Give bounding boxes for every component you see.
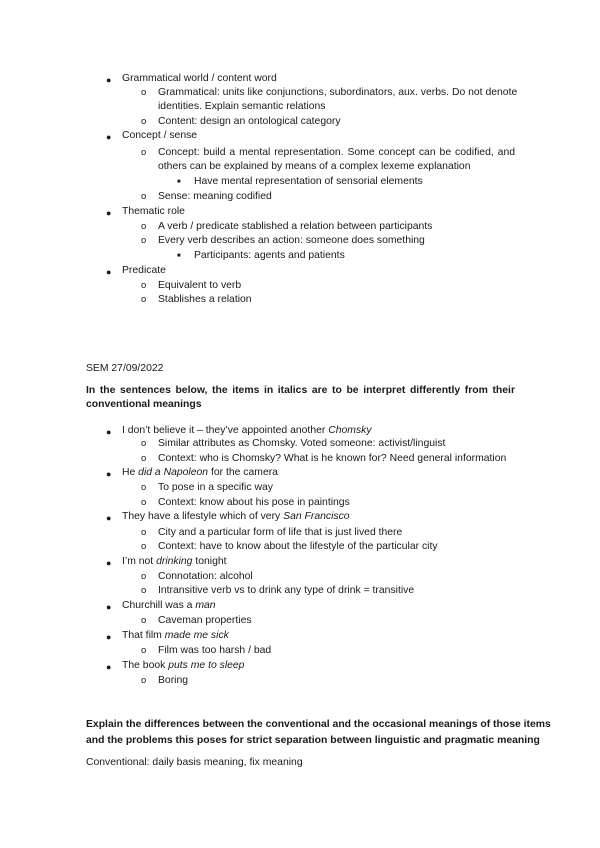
list-item: Intransitive verb vs to drink any type of drink = transitive: [158, 585, 415, 596]
sub-bullet-icon: o: [141, 87, 147, 98]
list-item: Concept / sense: [122, 130, 198, 141]
square-bullet-icon: ■: [177, 179, 181, 185]
sub-bullet-icon: o: [141, 527, 147, 538]
item-text: The book: [122, 660, 169, 671]
sub-bullet-icon: o: [141, 482, 147, 493]
bullet-icon: ●: [106, 132, 112, 142]
item-text: tonight: [192, 556, 227, 567]
list-item: A verb / predicate stablished a relation between participants: [158, 221, 433, 232]
list-item: Context: who is Chomsky? What is he known for? Need general information: [158, 453, 507, 464]
sub-bullet-icon: o: [141, 585, 147, 596]
list-item: Context: have to know about the lifestyle of the particular city: [158, 541, 438, 552]
list-item: [122, 555, 227, 569]
list-item: Caveman properties: [158, 615, 252, 626]
sub-bullet-icon: o: [141, 615, 147, 626]
bullet-icon: ●: [106, 208, 112, 218]
list-item: identities. Explain semantic relations: [158, 101, 326, 112]
italic-item: puts me to sleep: [168, 660, 245, 671]
italic-item: drinking: [156, 556, 193, 567]
item-text: I’m not: [122, 556, 157, 567]
section-date: SEM 27/09/2022: [86, 363, 164, 374]
list-item: To pose in a specific way: [158, 482, 273, 493]
bullet-icon: ●: [106, 267, 112, 277]
sub-bullet-icon: o: [141, 438, 147, 449]
list-item: Connotation: alcohol: [158, 571, 253, 582]
sub-bullet-icon: o: [141, 116, 147, 127]
list-item: Participants: agents and patients: [194, 250, 345, 261]
question-text: Explain the differences between the conventional and the occasional meanings of those items: [86, 719, 551, 730]
sub-bullet-icon: o: [141, 280, 147, 291]
list-item: Equivalent to verb: [158, 280, 242, 291]
bullet-icon: ●: [106, 469, 112, 479]
list-item: Concept: build a mental representation. Some concept can be codified, and: [158, 147, 515, 158]
sub-bullet-icon: o: [141, 645, 147, 656]
list-item: [122, 466, 278, 480]
sub-bullet-icon: o: [141, 147, 147, 158]
list-item: City and a particular form of life that is just lived there: [158, 527, 403, 538]
sub-bullet-icon: o: [141, 571, 147, 582]
list-item: Predicate: [122, 265, 166, 276]
instruction-text: In the sentences below, the items in italics are to be interpret differently from their: [86, 385, 515, 396]
italic-item: did a Napoleon: [138, 467, 209, 478]
sub-bullet-icon: o: [141, 221, 147, 232]
list-item: Every verb describes an action: someone does something: [158, 235, 425, 246]
italic-item: San Francisco: [283, 511, 350, 522]
item-text: Churchill was a: [122, 600, 196, 611]
item-text: He: [122, 467, 139, 478]
square-bullet-icon: ■: [177, 253, 181, 259]
bullet-icon: ●: [106, 513, 112, 523]
sub-bullet-icon: o: [141, 235, 147, 246]
bullet-icon: ●: [106, 662, 112, 672]
bullet-icon: ●: [106, 558, 112, 568]
instruction-text: conventional meanings: [86, 399, 202, 410]
list-item: [122, 510, 350, 524]
list-item: Film was too harsh / bad: [158, 645, 272, 656]
list-item: others can be explained by means of a complex lexeme explanation: [158, 161, 471, 172]
list-item: [122, 629, 229, 643]
list-item: [122, 599, 216, 613]
italic-item: made me sick: [164, 630, 229, 641]
item-text: for the camera: [208, 467, 278, 478]
list-item: Stablishes a relation: [158, 294, 252, 305]
item-text: That film: [122, 630, 165, 641]
list-item: Thematic role: [122, 206, 185, 217]
bullet-icon: ●: [106, 632, 112, 642]
sub-bullet-icon: o: [141, 675, 147, 686]
list-item: Have mental representation of sensorial elements: [194, 176, 423, 187]
list-item: Grammatical: units like conjunctions, subordinators, aux. verbs. Do not denote: [158, 87, 518, 98]
bullet-icon: ●: [106, 602, 112, 612]
sub-bullet-icon: o: [141, 497, 147, 508]
list-item: Content: design an ontological category: [158, 116, 341, 127]
list-item: Sense: meaning codified: [158, 191, 272, 202]
list-item: Similar attributes as Chomsky. Voted someone: activist/linguist: [158, 438, 446, 449]
bullet-icon: ●: [106, 75, 112, 85]
bullet-icon: ●: [106, 427, 112, 437]
sub-bullet-icon: o: [141, 294, 147, 305]
question-text: and the problems this poses for strict separation between linguistic and pragmatic meaning: [86, 735, 540, 746]
list-item: [122, 424, 372, 438]
sub-bullet-icon: o: [141, 453, 147, 464]
item-text: They have a lifestyle which of very: [122, 511, 284, 522]
italic-item: Chomsky: [328, 425, 372, 436]
item-text: I don’t believe it – they’ve appointed another: [122, 425, 329, 436]
italic-item: man: [195, 600, 216, 611]
list-item: Grammatical world / content word: [122, 73, 277, 84]
list-item: Context: know about his pose in paintings: [158, 497, 350, 508]
list-item: Boring: [158, 675, 189, 686]
sub-bullet-icon: o: [141, 541, 147, 552]
list-item: [122, 659, 244, 673]
answer-text: Conventional: daily basis meaning, fix meaning: [86, 757, 303, 768]
sub-bullet-icon: o: [141, 191, 147, 202]
